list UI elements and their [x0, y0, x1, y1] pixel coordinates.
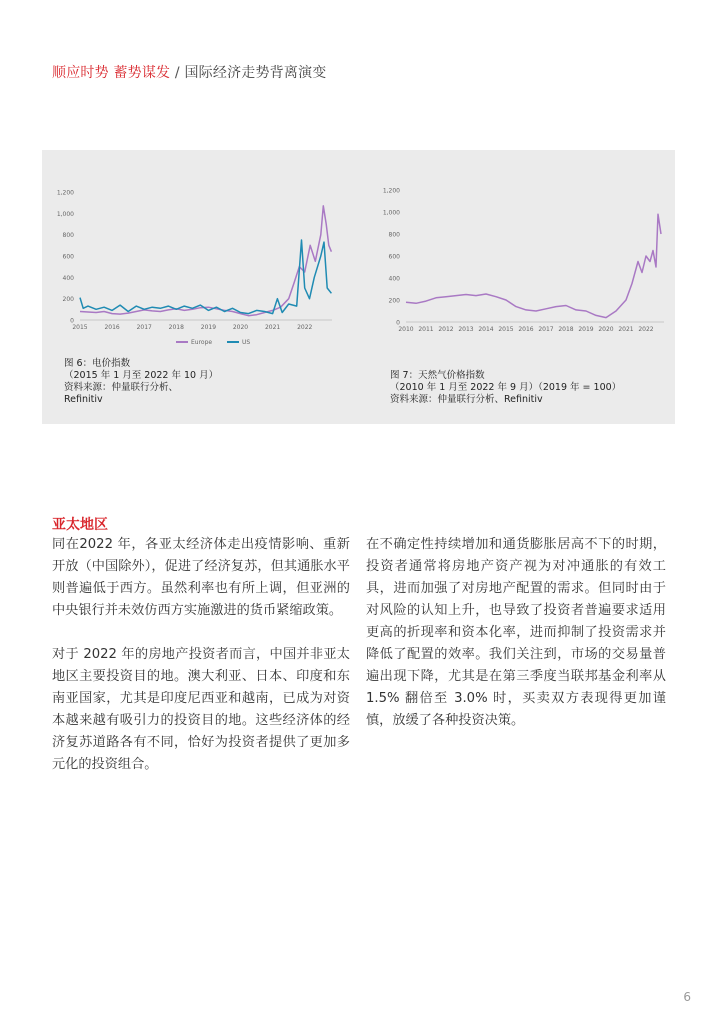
x-tick-label: 2012	[438, 326, 454, 333]
figure7-caption	[390, 370, 621, 406]
x-tick-label: 2017	[136, 324, 152, 331]
series-line-us	[80, 240, 331, 314]
header-highlight: 顺应时势 蓄势谋发	[52, 65, 171, 81]
running-header	[52, 62, 326, 82]
x-tick-label: 2011	[418, 326, 434, 333]
header-title: 国际经济走势背离演变	[184, 65, 327, 81]
figure6-source: 资料来源：仲量联行分析、	[64, 382, 179, 393]
x-tick-label: 2021	[264, 324, 281, 331]
y-tick-label: 600	[388, 253, 400, 261]
x-tick-label: 2016	[104, 324, 120, 331]
y-tick-label: 1,200	[382, 187, 400, 195]
series-line-europe	[80, 206, 331, 316]
paragraph: 在不确定性持续增加和通货膨胀居高不下的时期，投资者通常将房地产资产视为对冲通胀的有效工具，进而加强了对房地产配置的需求。但同时由于对风险的认知上升，也导致了投资者普遍要求适用更高的折现率和资本化率，进而抑制了投资需求并降低了配置的效率。我们关注到，市场的交易量普遍出现下降，尤其是在第三季度当联邦基金利率从 1.5% 翻倍至 3.0% 时，买卖双方表现得更加谨慎，放缓了各种投资决策。	[366, 537, 666, 728]
electricity-price-chart-svg	[42, 180, 342, 350]
section-title: 亚太地区	[52, 517, 108, 533]
x-tick-label: 2019	[200, 324, 217, 331]
x-tick-label: 2015	[72, 324, 88, 331]
figure7-title: 图 7：天然气价格指数	[390, 370, 485, 381]
gas-price-chart-svg	[364, 180, 669, 340]
gas-price-chart	[364, 180, 669, 344]
figure7-source: 资料来源：仲量联行分析、Refinitiv	[390, 394, 543, 405]
y-tick-label: 800	[62, 232, 74, 240]
x-tick-label: 2021	[618, 326, 634, 333]
x-tick-label: 2016	[518, 326, 534, 333]
y-tick-label: 400	[62, 274, 74, 282]
y-tick-label: 800	[388, 231, 400, 239]
x-tick-label: 2018	[558, 326, 574, 333]
x-tick-label: 2014	[478, 326, 494, 333]
x-tick-label: 2013	[458, 326, 474, 333]
header-separator: /	[174, 65, 180, 81]
x-tick-label: 2010	[398, 326, 414, 333]
legend-label: Europe	[191, 339, 213, 347]
x-tick-label: 2018	[168, 324, 184, 331]
y-tick-label: 200	[388, 297, 400, 305]
legend-label: US	[242, 339, 251, 347]
figure6-period: （2015 年 1 月至 2022 年 10 月）	[64, 370, 219, 381]
figure7-period: （2010 年 1 月至 2022 年 9 月）（2019 年 = 100）	[390, 382, 622, 393]
figure6-caption	[64, 358, 218, 406]
x-tick-label: 2022	[297, 324, 313, 331]
y-tick-label: 1,000	[56, 210, 74, 218]
x-tick-label: 2015	[498, 326, 514, 333]
left-column	[52, 534, 350, 798]
electricity-price-chart	[42, 180, 342, 354]
right-column	[366, 534, 666, 754]
y-tick-label: 600	[62, 253, 74, 261]
y-tick-label: 400	[388, 275, 400, 283]
x-tick-label: 2017	[538, 326, 554, 333]
figure6-title: 图 6：电价指数	[64, 358, 131, 369]
x-tick-label: 2022	[638, 326, 654, 333]
figure6-source-2: Refinitiv	[64, 394, 103, 405]
x-tick-label: 2019	[578, 326, 594, 333]
y-tick-label: 1,200	[56, 189, 74, 197]
y-tick-label: 0	[70, 317, 74, 325]
figure-panel	[42, 150, 675, 424]
paragraph: 同在2022 年，各亚太经济体走出疫情影响、重新开放（中国除外），促进了经济复苏，但其通胀水平则普遍低于西方。虽然利率也有所上调，但亚洲的中央银行并未效仿西方实施激进的货币紧缩政策。	[52, 537, 350, 618]
series-line-0	[406, 214, 661, 317]
y-tick-label: 1,000	[382, 209, 400, 217]
x-tick-label: 2020	[598, 326, 614, 333]
paragraph: 对于 2022 年的房地产投资者而言，中国并非亚太地区主要投资目的地。澳大利亚、日本、印度和东南亚国家，尤其是印度尼西亚和越南，已成为对资本越来越有吸引力的投资目的地。这些经济体的经济复苏道路各有不同，恰好为投资者提供了更加多元化的投资组合。	[52, 647, 350, 772]
x-tick-label: 2020	[232, 324, 249, 331]
y-tick-label: 0	[396, 319, 400, 327]
page-number: 6	[683, 990, 691, 1004]
y-tick-label: 200	[62, 296, 74, 304]
